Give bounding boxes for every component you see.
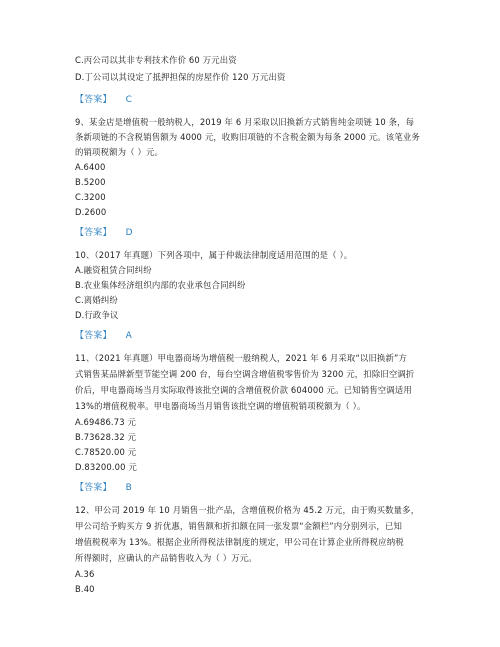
answer-value: D (125, 228, 133, 238)
question-11-line: 式销售某品牌新型节能空调 200 台，每台空调含增值税零售价为 3200 元，扣除旧空调折 (75, 369, 415, 379)
answer-line (75, 228, 133, 239)
answer-label: 【答案】 (75, 95, 112, 105)
question-11-option-c: C.78520.00 元 (75, 447, 137, 457)
question-10-option-b: B.农业集体经济组织内部的农业承包合同纠纷 (75, 280, 246, 290)
question-11-line: 11、（2021 年真题）甲电器商场为增值税一般纳税人，2021 年 6 月采取“以旧换新”方 (75, 353, 408, 363)
question-12-line: 12、甲公司 2019 年 10 月销售一批产品，含增值税价格为 45.2 万元，由于购买数量多， (75, 505, 420, 515)
answer-label: 【答案】 (75, 331, 112, 341)
question-11-line: 价后，甲电器商场当月实际取得该批空调的含增值税价款 604000 元。已知销售空调适用 (75, 385, 412, 395)
answer-value: C (125, 95, 133, 105)
answer-line (75, 95, 132, 106)
answer-value: A (125, 331, 132, 341)
question-11-option-b: B.73628.32 元 (75, 432, 137, 442)
question-12-line: 甲公司给予购买方 9 折优惠，销售额和折扣额在同一张发票“金额栏”内分别列示，已知 (75, 521, 402, 531)
answer-label: 【答案】 (75, 483, 112, 493)
question-11-option-a: A.69486.73 元 (75, 417, 137, 427)
question-9-line: 9、某金店是增值税一般纳税人，2019 年 6 月采取以旧换新方式销售纯金项链 10 条，每 (75, 117, 415, 127)
answer-line (75, 331, 132, 342)
question-12-option-b: B.40 (75, 584, 95, 594)
option-d: D.丁公司以其设定了抵押担保的房屋作价 120 万元出资 (75, 72, 286, 82)
question-10-option-d: D.行政争议 (75, 310, 119, 320)
question-12-line: 增值税税率为 13%。根据企业所得税法律制度的规定，甲公司在计算企业所得税应纳税 (75, 537, 404, 547)
question-9-option-b: B.5200 (75, 177, 106, 187)
question-9-option-d: D.2600 (75, 207, 107, 217)
question-9-line: 条新项链的不含税销售额为 4000 元，收购旧项链的不含税金额为每条 2000 元。该笔业务 (75, 132, 420, 142)
answer-label: 【答案】 (75, 228, 112, 238)
question-9-option-a: A.6400 (75, 162, 106, 172)
question-10-line: 10、（2017 年真题）下列各项中，属于仲裁法律制度适用范围的是（ ）。 (75, 250, 353, 260)
question-10-option-a: A.融资租赁合同纠纷 (75, 265, 152, 275)
question-9-option-c: C.3200 (75, 192, 106, 202)
question-10-option-c: C.离婚纠纷 (75, 295, 118, 305)
question-11-option-d: D.83200.00 元 (75, 462, 137, 472)
question-12-line: 所得额时，应确认的产品销售收入为（ ）万元。 (75, 553, 257, 563)
answer-line (75, 483, 132, 494)
option-c: C.丙公司以其非专利技术作价 60 万元出资 (75, 55, 237, 65)
question-9-line: 的销项税额为（ ）元。 (75, 147, 164, 157)
answer-value: B (125, 483, 132, 493)
question-12-option-a: A.36 (75, 569, 95, 579)
question-11-line: 13%的增值税税率。甲电器商场当月销售该批空调的增值税销项税额为（ ）。 (75, 401, 366, 411)
